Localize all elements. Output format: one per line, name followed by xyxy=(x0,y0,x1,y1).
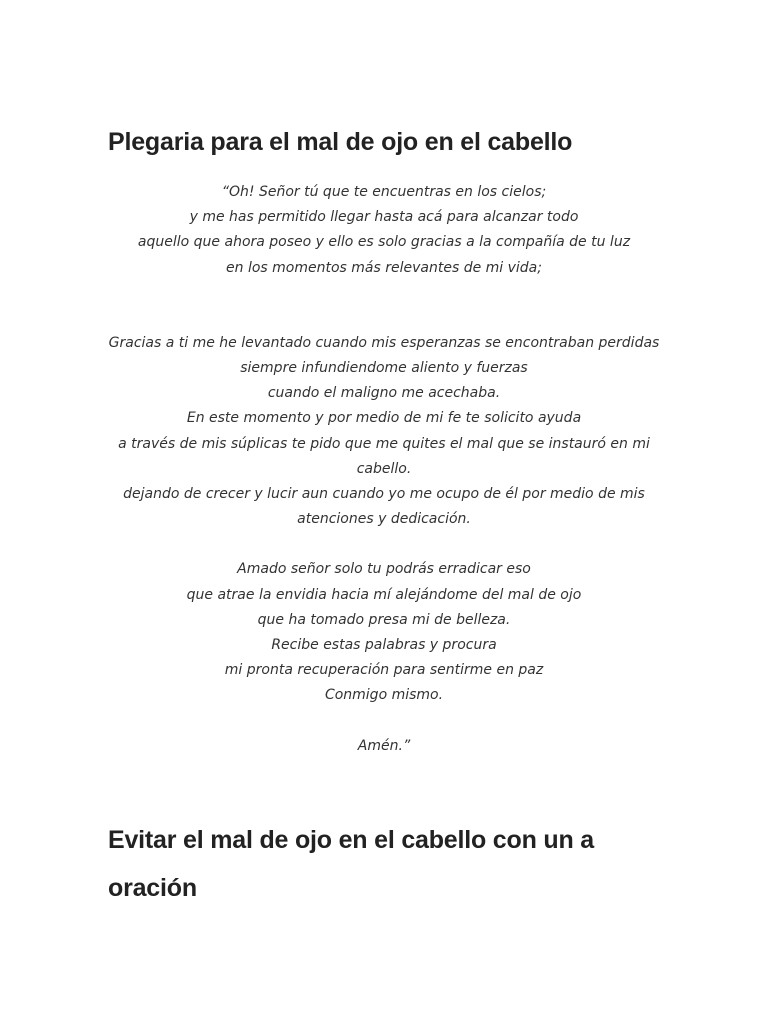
prayer-line: “Oh! Señor tú que te encuentras en los cielos; xyxy=(221,184,547,200)
prayer-stanza-2 xyxy=(108,331,660,533)
prayer-text xyxy=(108,180,660,759)
prayer-line: dejando de crecer y lucir aun cuando yo me ocupo de él por medio de mis atenciones y dedicación. xyxy=(123,486,645,528)
prayer-line: Gracias a ti me he levantado cuando mis esperanzas se encontraban perdidas xyxy=(108,334,660,351)
prayer-line: Conmigo mismo. xyxy=(324,687,444,704)
prayer-line: a través de mis súplicas te pido que me quites el mal que se instauró en mi cabello. xyxy=(118,435,650,477)
prayer-line: siempre infundiendome aliento y fuerzas xyxy=(240,360,528,377)
prayer-stanza-3 xyxy=(108,557,660,708)
prayer-line: y me has permitido llegar hasta acá para alcanzar todo xyxy=(189,209,579,226)
section-heading-prayer: Plegaria para el mal de ojo en el cabello xyxy=(108,128,573,156)
prayer-line: en los momentos más relevantes de mi vida; xyxy=(226,259,542,276)
prayer-stanza-4 xyxy=(108,734,660,759)
prayer-line-amen: Amén.” xyxy=(357,737,411,754)
prayer-line: Amado señor solo tu podrás erradicar eso xyxy=(237,561,531,578)
prayer-line: que atrae la envidia hacia mí alejándome del mal de ojo xyxy=(186,586,582,603)
prayer-line: En este momento y por medio de mi fe te solicito ayuda xyxy=(186,410,582,427)
section-heading-avoid: Evitar el mal de ojo en el cabello con un a oración xyxy=(108,826,594,902)
stanza-spacer xyxy=(108,709,660,734)
prayer-line: que ha tomado presa mi de belleza. xyxy=(257,611,511,628)
prayer-line: mi pronta recuperación para sentirme en paz xyxy=(224,662,544,679)
prayer-line: Recibe estas palabras y procura xyxy=(271,637,497,654)
stanza-spacer xyxy=(108,532,660,557)
prayer-stanza-1 xyxy=(108,180,660,281)
stanza-spacer xyxy=(108,281,660,331)
prayer-line: cuando el maligno me acechaba. xyxy=(267,385,501,402)
prayer-line: aquello que ahora poseo y ello es solo gracias a la compañía de tu luz xyxy=(137,234,631,251)
